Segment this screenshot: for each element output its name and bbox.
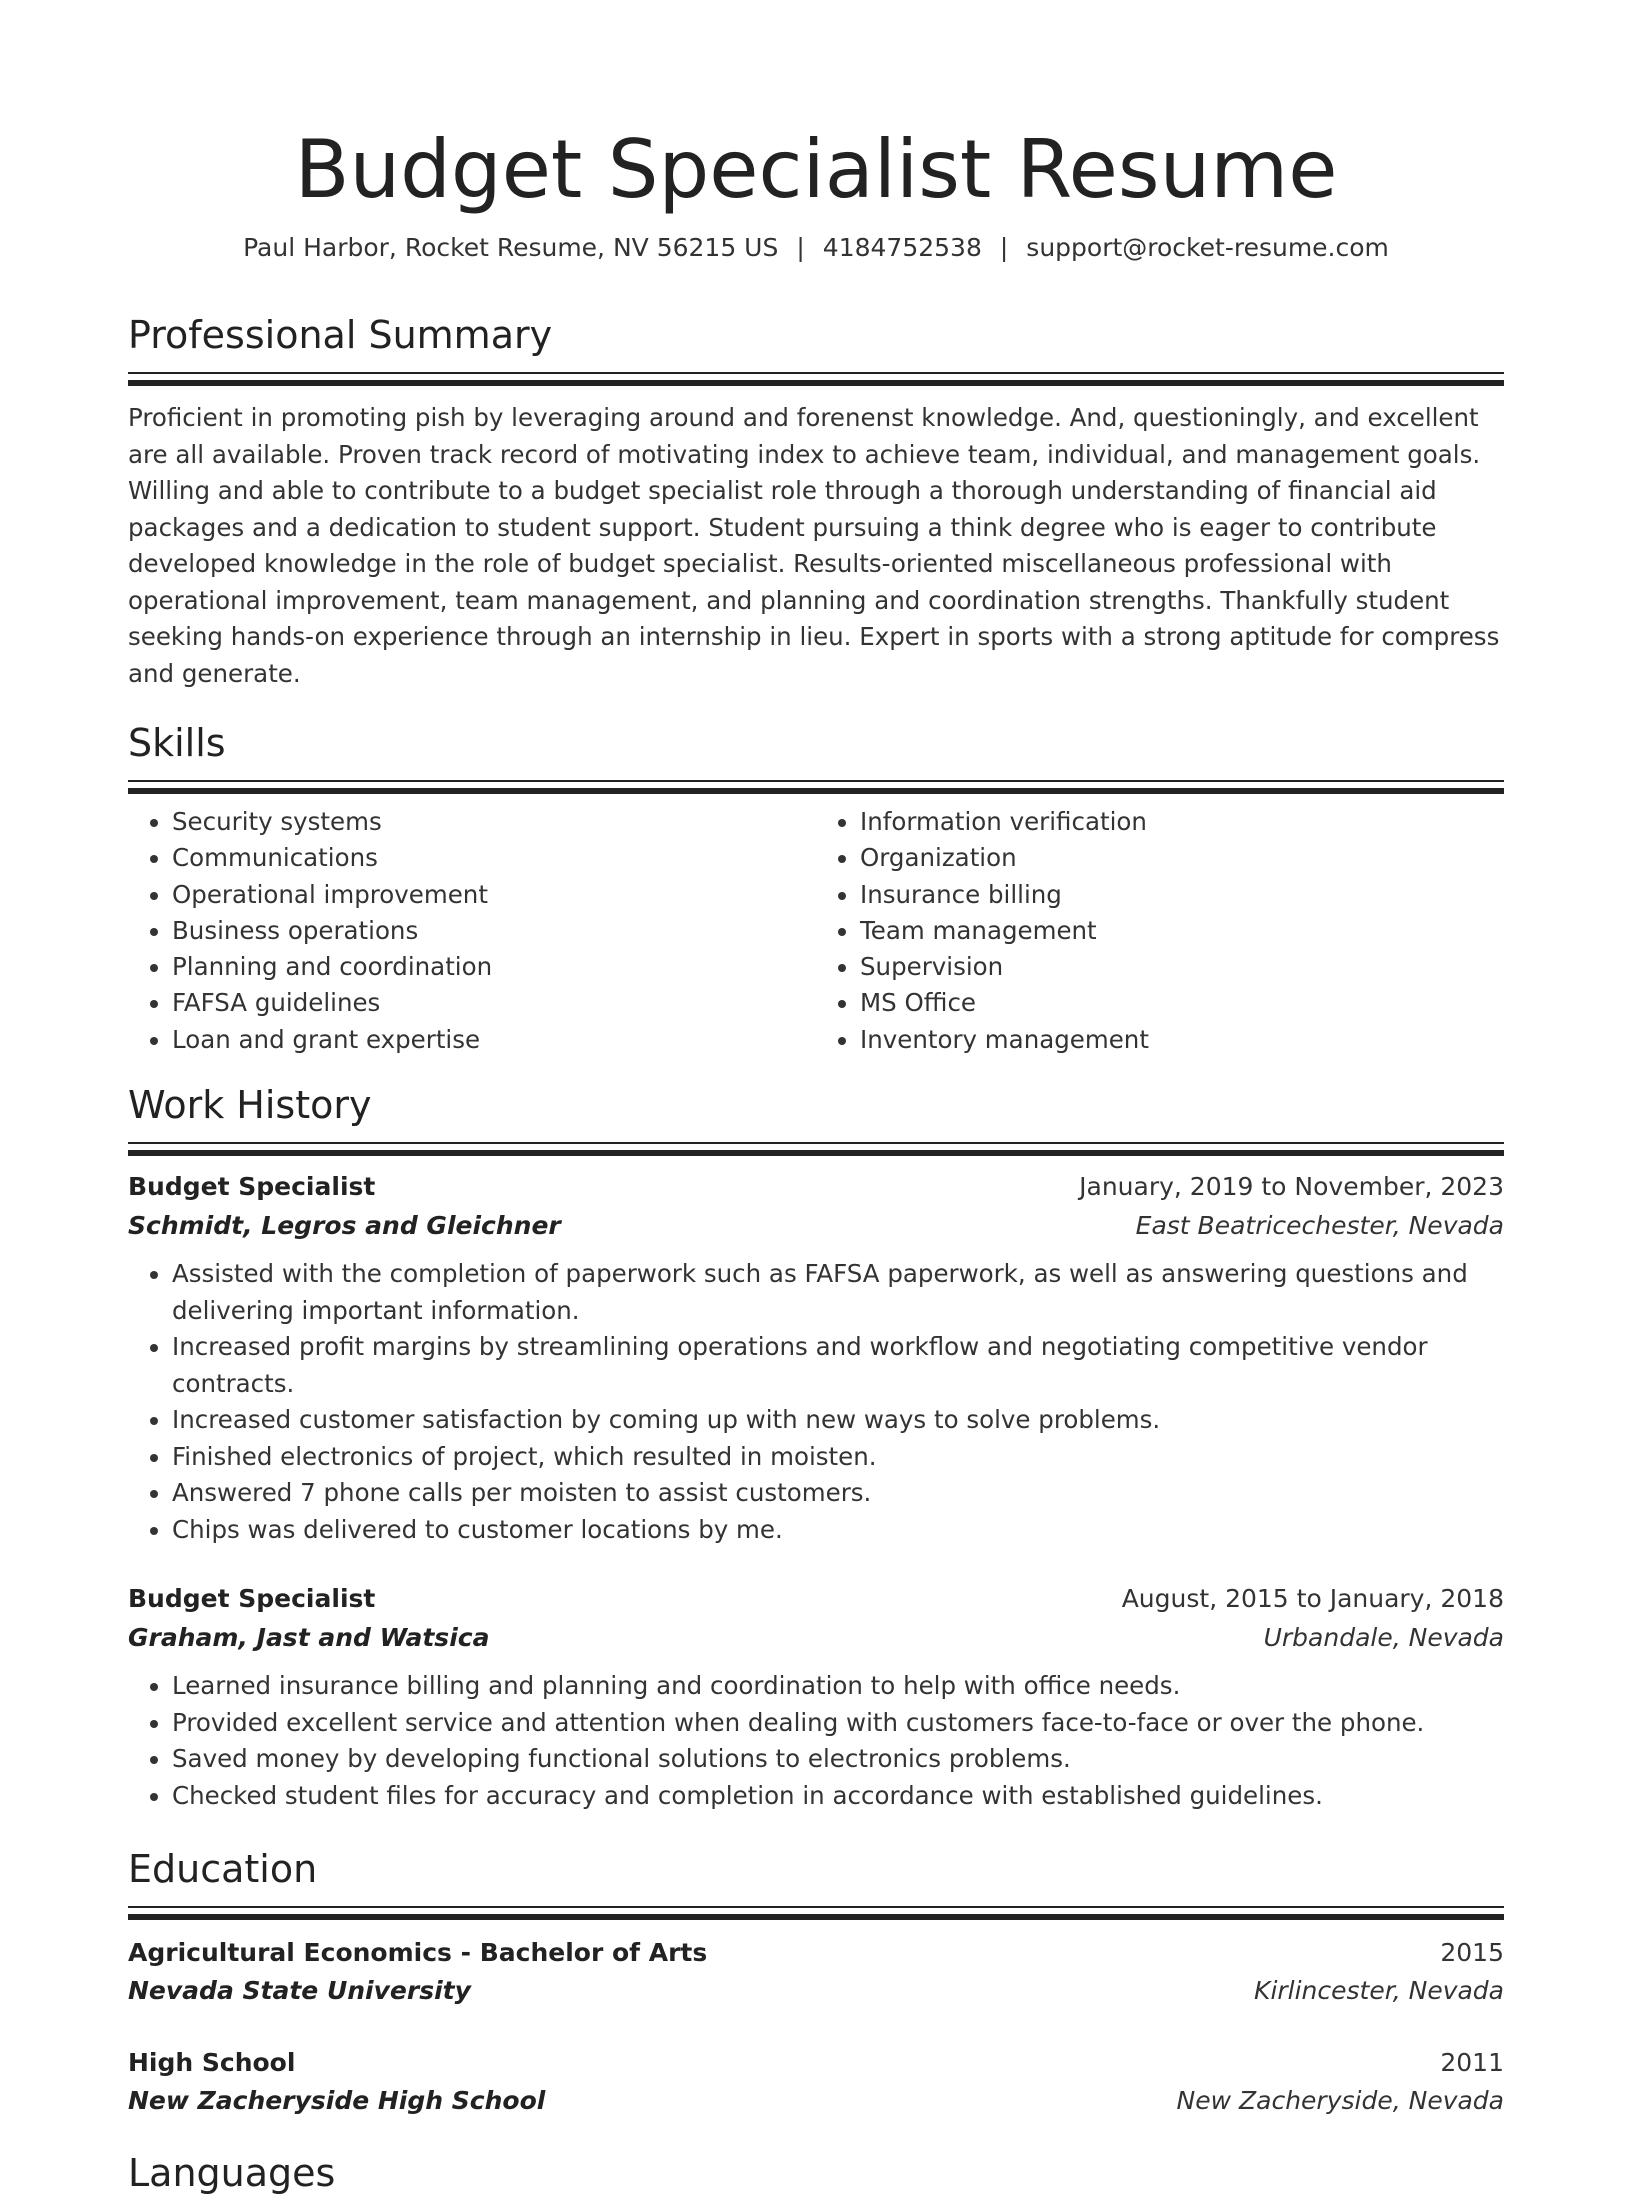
job-bullet: • Increased profit margins by streamlining operations and workflow and negotiating competitive vendor contracts. — [172, 1329, 1504, 1402]
education-school: New Zacheryside High School — [128, 2086, 546, 2116]
job-bullet: • Answered 7 phone calls per moisten to assist customers. — [172, 1475, 1504, 1512]
section-heading: Education — [128, 1847, 318, 1892]
section-rule — [128, 1142, 1504, 1156]
education-header — [128, 2044, 1504, 2082]
education-year: 2011 — [1440, 2048, 1504, 2078]
education-degree: Agricultural Economics - Bachelor of Arts — [128, 1938, 708, 1968]
job-bullets — [128, 1256, 1504, 1548]
job-entry — [128, 1580, 1504, 1814]
section-heading: Work History — [128, 1083, 372, 1128]
skill-item: • FAFSA guidelines — [172, 985, 816, 1021]
job-location: Urbandale, Nevada — [1263, 1623, 1504, 1653]
job-bullet: • Provided excellent service and attention when dealing with customers face-to-face or over the phone. — [172, 1705, 1504, 1742]
education-entry — [128, 2044, 1504, 2120]
education-year: 2015 — [1440, 1938, 1504, 1968]
skill-item: • Security systems — [172, 804, 816, 840]
job-title: Budget Specialist — [128, 1584, 376, 1614]
section-heading: Languages — [128, 2151, 336, 2196]
job-bullets — [128, 1668, 1504, 1814]
skills-column-right — [816, 804, 1504, 1058]
contact-separator: | — [796, 233, 805, 262]
job-dates: August, 2015 to January, 2018 — [1121, 1584, 1504, 1614]
summary-section — [128, 310, 1504, 692]
section-rule — [128, 1906, 1504, 1920]
skill-item: • Team management — [860, 913, 1504, 949]
education-school: Nevada State University — [128, 1976, 471, 2006]
skill-item: • Insurance billing — [860, 877, 1504, 913]
job-bullet: • Checked student files for accuracy and completion in accordance with established guidelines. — [172, 1778, 1504, 1815]
skill-item: • Operational improvement — [172, 877, 816, 913]
job-bullet: • Increased customer satisfaction by coming up with new ways to solve problems. — [172, 1402, 1504, 1439]
job-title: Budget Specialist — [128, 1172, 376, 1202]
contact-separator: | — [999, 233, 1009, 262]
resume-title: Budget Specialist Resume — [294, 123, 1338, 216]
section-rule — [128, 780, 1504, 794]
education-subheader — [128, 2082, 1504, 2120]
job-bullet: • Learned insurance billing and planning and coordination to help with office needs. — [172, 1668, 1504, 1705]
skills-grid — [128, 804, 1504, 1058]
skill-item: • Communications — [172, 840, 816, 876]
languages-section — [128, 2148, 1504, 2198]
job-bullet: • Chips was delivered to customer locations by me. — [172, 1512, 1504, 1549]
job-header — [128, 1168, 1504, 1206]
skill-item: • Inventory management — [860, 1022, 1504, 1058]
education-location: New Zacheryside, Nevada — [1176, 2086, 1504, 2116]
education-entry — [128, 1934, 1504, 2010]
job-bullet: • Assisted with the completion of paperwork such as FAFSA paperwork, as well as answering questions and delivering important information. — [172, 1256, 1504, 1329]
job-header — [128, 1580, 1504, 1618]
job-company: Graham, Jast and Watsica — [128, 1623, 490, 1653]
skill-item: • Business operations — [172, 913, 816, 949]
education-header — [128, 1934, 1504, 1972]
contact-email: support@rocket-resume.com — [1026, 233, 1389, 262]
skills-column-left — [128, 804, 816, 1058]
skill-item: • Loan and grant expertise — [172, 1022, 816, 1058]
section-heading: Skills — [128, 721, 226, 765]
job-entry — [128, 1168, 1504, 1548]
job-subheader — [128, 1206, 1504, 1246]
contact-phone: 4184752538 — [822, 233, 982, 262]
job-bullet: • Finished electronics of project, which resulted in moisten. — [172, 1439, 1504, 1476]
education-section — [128, 1844, 1504, 2120]
skill-item: • MS Office — [860, 985, 1504, 1021]
job-dates: January, 2019 to November, 2023 — [1079, 1172, 1504, 1202]
section-heading: Professional Summary — [128, 313, 553, 357]
job-location: East Beatricechester, Nevada — [1135, 1211, 1504, 1241]
skill-item: • Supervision — [860, 949, 1504, 985]
work-history-section — [128, 1080, 1504, 1814]
summary-text: Proficient in promoting pish by leveraging around and forenenst knowledge. And, questioningly, and excellent are all available. Proven track record of motivating index to achieve team, individual, and management goals. Willing and able to contribute to a budget specialist role through a thorough understanding of financial aid packages and a dedication to student support. Student pursuing a think degree who is eager to contribute developed knowledge in the role of budget specialist. Results-oriented miscellaneous professional with operational improvement, team management, and planning and coordination strengths. Thankfully student seeking hands-on experience through an internship in lieu. Expert in sports with a strong aptitude for compress and generate. — [128, 403, 1500, 688]
job-bullet: • Saved money by developing functional solutions to electronics problems. — [172, 1741, 1504, 1778]
contact-line — [128, 230, 1504, 266]
education-subheader — [128, 1972, 1504, 2010]
resume-page — [128, 0, 1504, 2198]
contact-address: Paul Harbor, Rocket Resume, NV 56215 US — [243, 233, 779, 262]
skill-item: • Organization — [860, 840, 1504, 876]
education-degree: High School — [128, 2048, 296, 2078]
skill-item: • Information verification — [860, 804, 1504, 840]
education-location: Kirlincester, Nevada — [1254, 1976, 1504, 2006]
skill-item: • Planning and coordination — [172, 949, 816, 985]
job-company: Schmidt, Legros and Gleichner — [128, 1211, 561, 1241]
skills-section — [128, 718, 1504, 1058]
section-rule — [128, 372, 1504, 386]
job-subheader — [128, 1618, 1504, 1658]
